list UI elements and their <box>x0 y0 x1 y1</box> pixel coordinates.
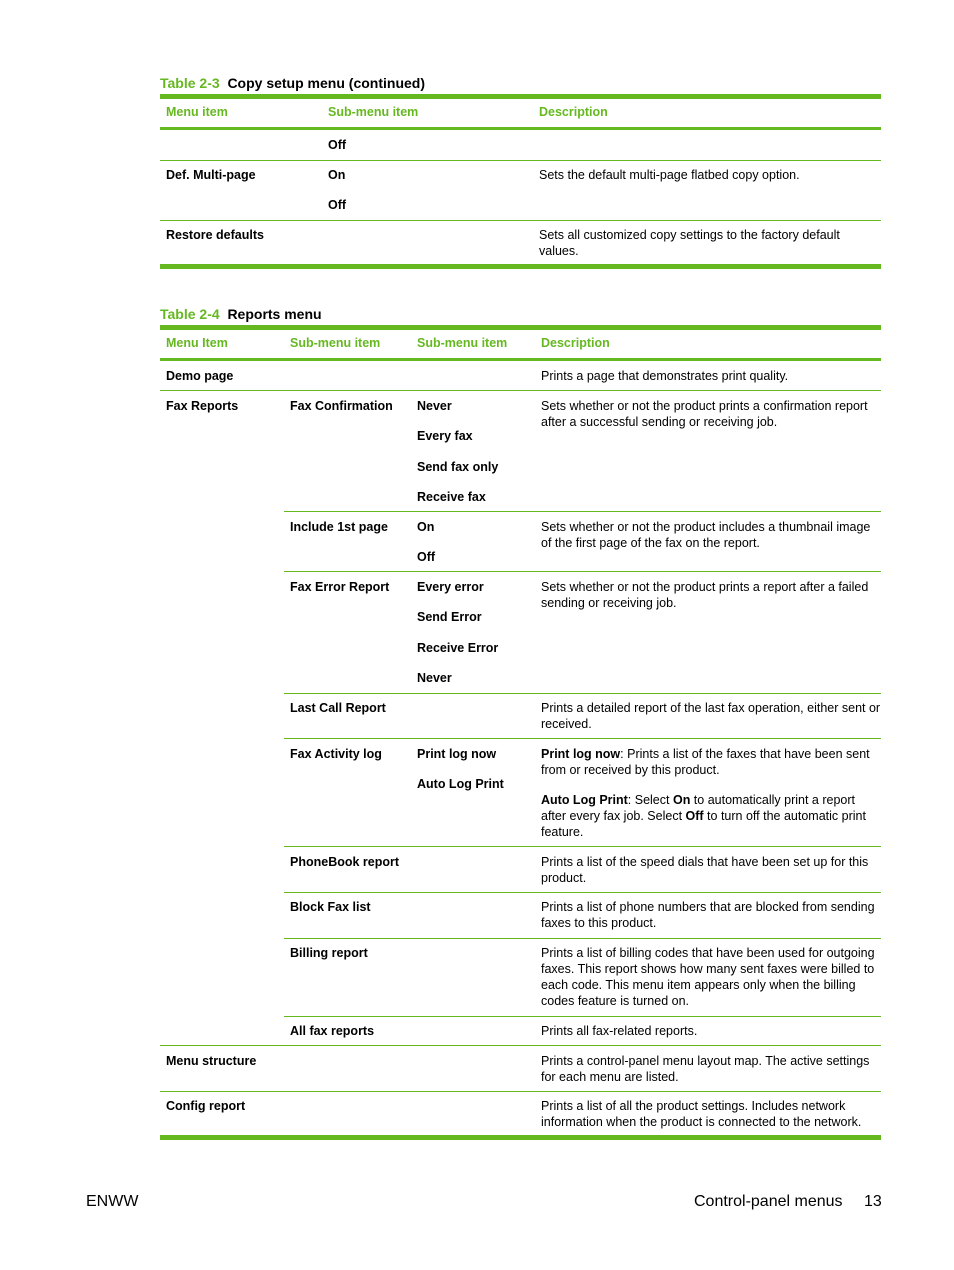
table-number: Table 2-3 <box>160 75 220 91</box>
submenu-fax-activity-log: Fax Activity log <box>290 747 382 761</box>
row-divider <box>160 390 881 391</box>
option-receive-error: Receive Error <box>417 641 499 655</box>
submenu-last-call-report: Last Call Report <box>290 701 386 715</box>
col-header-menu-item: Menu item <box>166 105 228 119</box>
submenu-billing-report: Billing report <box>290 946 368 960</box>
menu-item-restore-defaults: Restore defaults <box>166 228 264 242</box>
footer-section-title: Control-panel menus <box>694 1193 843 1210</box>
submenu-off: Off <box>328 198 347 212</box>
table-top-rule <box>160 94 881 99</box>
menu-item-config-report: Config report <box>166 1099 246 1113</box>
description: Sets the default multi-page flatbed copy option. <box>539 168 800 182</box>
row-divider <box>284 846 881 847</box>
row-divider <box>284 693 881 694</box>
menu-item-menu-structure: Menu structure <box>166 1054 257 1068</box>
submenu-include-1st-page: Include 1st page <box>290 520 388 534</box>
option-never: Never <box>417 399 452 413</box>
table-title: Reports menu <box>227 306 322 322</box>
submenu-block-fax-list: Block Fax list <box>290 900 371 914</box>
row-divider <box>284 1016 881 1017</box>
menu-item-demo-page: Demo page <box>166 369 234 383</box>
table-top-rule <box>160 325 881 330</box>
option-send-fax-only: Send fax only <box>417 460 499 474</box>
submenu-fax-confirmation: Fax Confirmation <box>290 399 393 413</box>
table-2-3-caption <box>160 75 425 91</box>
submenu-fax-error-report: Fax Error Report <box>290 580 390 594</box>
row-divider <box>160 220 881 221</box>
row-divider <box>284 892 881 893</box>
submenu-off: Off <box>328 138 347 152</box>
table-title: Copy setup menu (continued) <box>227 75 425 91</box>
row-divider <box>284 571 881 572</box>
header-rule <box>160 127 881 130</box>
col-header-description: Description <box>541 336 610 350</box>
row-divider <box>284 511 881 512</box>
option-never: Never <box>417 671 452 685</box>
option-send-error: Send Error <box>417 610 482 624</box>
description: Prints all fax-related reports. <box>541 1024 698 1038</box>
option-off: Off <box>417 550 436 564</box>
description: Sets whether or not the product includes a thumbnail image of the first page of the fax on the report. <box>541 520 871 550</box>
col-header-description: Description <box>539 105 608 119</box>
footer-left: ENWW <box>86 1193 139 1210</box>
row-divider <box>160 1045 881 1046</box>
option-on: On <box>417 520 435 534</box>
description: Prints a control-panel menu layout map. The active settings for each menu are listed. <box>541 1054 870 1084</box>
table-2-4-caption <box>160 306 322 322</box>
option-receive-fax: Receive fax <box>417 490 486 504</box>
row-divider <box>160 1091 881 1092</box>
description: Prints a list of phone numbers that are blocked from sending faxes to this product. <box>541 900 875 930</box>
description: Prints a list of the speed dials that have been set up for this product. <box>541 855 869 885</box>
col-header-sub-menu-item-2: Sub-menu item <box>417 336 508 350</box>
description: Sets whether or not the product prints a confirmation report after a successful sending or receiving job. <box>541 399 868 429</box>
row-divider <box>284 938 881 939</box>
option-auto-log-print: Auto Log Print <box>417 777 504 791</box>
option-every-fax: Every fax <box>417 429 473 443</box>
table-number: Table 2-4 <box>160 306 220 322</box>
description: Sets all customized copy settings to the factory default values. <box>539 228 840 258</box>
col-header-sub-menu-item: Sub-menu item <box>328 105 419 119</box>
submenu-on: On <box>328 168 346 182</box>
description: Prints a list of all the product settings. Includes network information when the product is connected to the network. <box>541 1099 862 1129</box>
col-header-sub-menu-item: Sub-menu item <box>290 336 381 350</box>
description: Prints a page that demonstrates print quality. <box>541 369 789 383</box>
description: Sets whether or not the product prints a report after a failed sending or receiving job. <box>541 580 869 610</box>
header-rule <box>160 358 881 361</box>
submenu-phonebook-report: PhoneBook report <box>290 855 400 869</box>
submenu-all-fax-reports: All fax reports <box>290 1024 375 1038</box>
menu-item-def-multipage: Def. Multi-page <box>166 168 256 182</box>
page-number: 13 <box>864 1193 882 1210</box>
description-auto-log-print: Auto Log Print: Select On to automatically print a report after every fax job. Select Off to turn off the automatic print feature. <box>541 793 866 839</box>
description: Prints a detailed report of the last fax operation, either sent or received. <box>541 701 881 731</box>
row-divider <box>160 160 881 161</box>
option-print-log-now: Print log now <box>417 747 497 761</box>
col-header-menu-item: Menu Item <box>166 336 228 350</box>
row-divider <box>284 738 881 739</box>
option-every-error: Every error <box>417 580 484 594</box>
description: Prints a list of billing codes that have been used for outgoing faxes. This report shows how many sent faxes were billed to each code. This menu item appears only when the billing codes feature is turned on. <box>541 946 875 1008</box>
table-bottom-rule <box>160 264 881 269</box>
table-bottom-rule <box>160 1135 881 1140</box>
menu-item-fax-reports: Fax Reports <box>166 399 239 413</box>
description-print-log-now: Print log now: Prints a list of the faxes that have been sent from or received by this product. <box>541 747 870 777</box>
